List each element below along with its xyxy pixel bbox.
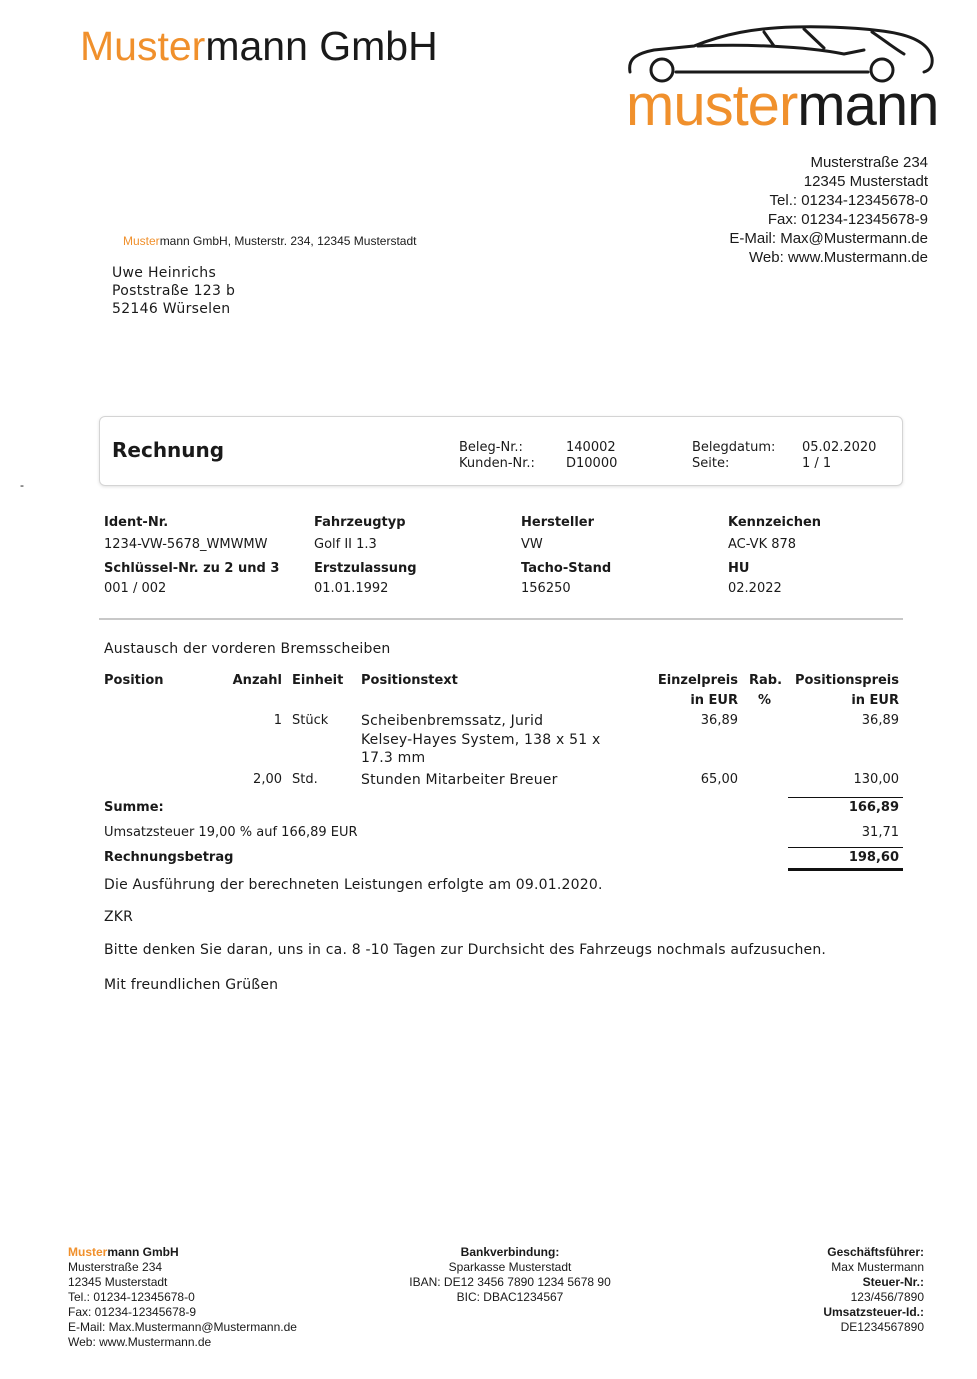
footer-ustid-value: DE1234567890 [840,1320,924,1334]
company-web: Web: www.Mustermann.de [749,249,928,266]
col-header-einzelpreis: Einzelpreis [657,673,738,688]
logo-wordmark [626,74,938,138]
ust-value: 31,71 [861,825,899,840]
document-title: Rechnung [112,438,225,462]
row2-text-line1: Stunden Mitarbeiter Breuer [361,772,558,788]
recipient-name: Uwe Heinrichs [112,265,217,281]
sender-line-rest: mann GmbH, Musterstr. 234, 12345 Musterstadt [159,234,417,248]
footer-city: 12345 Musterstadt [68,1275,168,1289]
seite-label: Seite: [692,456,730,471]
footer-fax: Fax: 01234-12345678-9 [68,1305,197,1319]
sender-line-orange: Muster [123,234,160,248]
seite-value: 1 / 1 [802,456,832,471]
col-header-einheit: Einheit [292,673,344,688]
vehicle-value-tacho: 156250 [521,581,571,596]
kunden-nr-label: Kunden-Nr.: [459,456,535,471]
betrag-rule-top [788,847,903,848]
recipient-address [112,264,235,318]
company-email: E-Mail: Max@Mustermann.de [729,230,928,247]
row1-positionspreis: 36,89 [861,713,899,728]
row1-einzelpreis: 36,89 [700,713,738,728]
col-header-anzahl: Anzahl [232,673,282,688]
fold-mark: - [20,478,24,492]
vehicle-label-schluessel: Schlüssel-Nr. zu 2 und 3 [104,561,280,576]
company-city: 12345 Musterstadt [803,173,928,190]
row2-anzahl: 2,00 [253,772,282,787]
company-title-orange: Muster [80,23,206,69]
logo-wordmark-rest: mann [797,73,939,138]
ust-label: Umsatzsteuer 19,00 % auf 166,89 EUR [104,825,358,840]
col-header-positionspreis: Positionspreis [795,673,899,688]
vehicle-label-ident: Ident-Nr. [104,515,169,530]
footer-name-orange: Muster [68,1245,108,1259]
footer-company [68,1245,297,1350]
rechnungsbetrag-value: 198,60 [848,850,899,865]
footer-management [823,1245,924,1335]
company-title [80,22,438,70]
col-header-rabatt: Rab. [749,673,783,688]
vehicle-label-hu: HU [728,561,750,576]
col-header-einzelpreis-unit: in EUR [690,693,738,708]
company-title-rest: mann GmbH [205,23,438,69]
summe-value: 166,89 [848,800,899,815]
col-header-positionstext: Positionstext [361,673,458,688]
betrag-rule-bottom [788,868,903,871]
footer-bank-name: Sparkasse Musterstadt [448,1260,572,1274]
footer-street: Musterstraße 234 [68,1260,163,1274]
vehicle-label-kennzeichen: Kennzeichen [728,515,822,530]
summe-rule [788,797,903,798]
belegdatum-value: 05.02.2020 [802,440,877,455]
row2-positionspreis: 130,00 [853,772,899,787]
closing-greeting: Mit freundlichen Grüßen [104,977,279,993]
vehicle-value-kennzeichen: AC-VK 878 [728,537,797,552]
footer-email: E-Mail: Max.Mustermann@Mustermann.de [68,1320,297,1334]
vehicle-label-fahrzeugtyp: Fahrzeugtyp [314,515,406,530]
col-header-rabatt-unit: % [758,693,772,708]
row1-text-line3: 17.3 mm [361,750,426,766]
belegdatum-label: Belegdatum: [692,440,776,455]
footer-bank-heading: Bankverbindung: [460,1245,560,1259]
footer-gf-label: Geschäftsführer: [827,1245,924,1259]
footer-steuer-value: 123/456/7890 [850,1290,924,1304]
summe-label: Summe: [104,800,164,815]
footer-name-rest: mann GmbH [107,1245,179,1259]
company-address-block [729,153,928,267]
vehicle-value-erstzulassung: 01.01.1992 [314,581,389,596]
vehicle-value-hersteller: VW [521,537,543,552]
vehicle-value-hu: 02.2022 [728,581,782,596]
vehicle-label-tacho: Tacho-Stand [521,561,612,576]
note-reminder: Bitte denken Sie daran, uns in ca. 8 -10 Tagen zur Durchsicht des Fahrzeugs nochmals aufzusuchen. [104,942,827,958]
footer-ustid-label: Umsatzsteuer-Id.: [823,1305,924,1319]
beleg-nr-value: 140002 [566,440,616,455]
company-phone: Tel.: 01234-12345678-0 [769,192,928,209]
recipient-street: Poststraße 123 b [112,283,236,299]
footer-company-name [68,1245,297,1260]
row1-einheit: Stück [292,713,329,728]
row1-text-line2: Kelsey-Hayes System, 138 x 51 x [361,732,601,748]
company-fax: Fax: 01234-12345678-9 [767,211,928,228]
footer-iban: IBAN: DE12 3456 7890 1234 5678 90 [409,1275,611,1289]
col-header-positionspreis-unit: in EUR [851,693,899,708]
intro-text: Austausch der vorderen Bremsscheiben [104,641,391,657]
recipient-city: 52146 Würselen [112,301,231,317]
note-ausfuehrung: Die Ausführung der berechneten Leistungen erfolgte am 09.01.2020. [104,877,603,893]
vehicle-label-erstzulassung: Erstzulassung [314,561,417,576]
row2-einheit: Std. [292,772,318,787]
vehicle-value-schluessel: 001 / 002 [104,581,167,596]
sender-return-line [123,234,416,248]
row2-einzelpreis: 65,00 [700,772,738,787]
kunden-nr-value: D10000 [566,456,618,471]
row1-anzahl: 1 [273,713,282,728]
footer-web: Web: www.Mustermann.de [68,1335,212,1349]
vehicle-label-hersteller: Hersteller [521,515,595,530]
logo-wordmark-orange: muster [626,73,798,138]
footer-gf-value: Max Mustermann [831,1260,924,1274]
rechnungsbetrag-label: Rechnungsbetrag [104,850,234,865]
footer-bic: BIC: DBAC1234567 [456,1290,564,1304]
footer-steuer-label: Steuer-Nr.: [862,1275,924,1289]
beleg-nr-label: Beleg-Nr.: [459,440,523,455]
vehicle-value-fahrzeugtyp: Golf II 1.3 [314,537,377,552]
footer-phone: Tel.: 01234-12345678-0 [68,1290,195,1304]
section-divider [99,618,903,620]
company-street: Musterstraße 234 [810,154,928,171]
row1-text-line1: Scheibenbremssatz, Jurid [361,713,544,729]
footer-bank [380,1245,640,1305]
vehicle-value-ident: 1234-VW-5678_WMWMW [104,537,268,552]
col-header-position: Position [104,673,164,688]
note-zkr: ZKR [104,909,134,925]
